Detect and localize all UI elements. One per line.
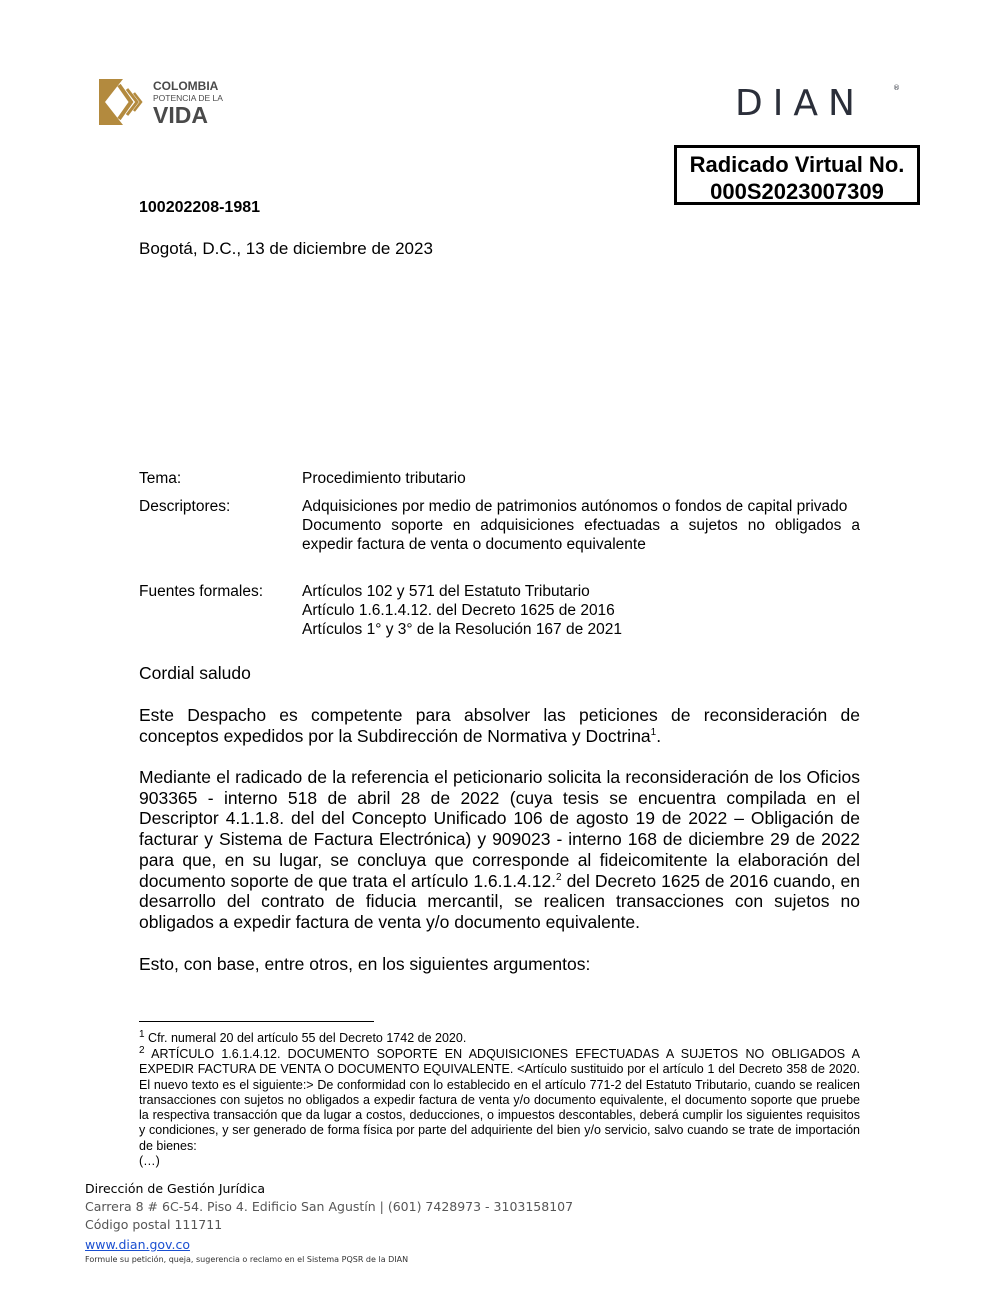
footnote-1 [139,1028,860,1046]
footnote-divider [139,1021,374,1022]
fuente-item: Artículos 1° y 3° de la Resolución 167 de 2021 [302,621,623,638]
radicado-label: Radicado Virtual No. [689,152,905,177]
footer-website-link[interactable]: www.dian.gov.co [85,1237,190,1252]
date-line: Bogotá, D.C., 13 de diciembre de 2023 [139,239,433,258]
footnote-text: ARTÍCULO 1.6.1.4.12. DOCUMENTO SOPORTE EN ADQUISICIONES EFECTUADAS A SUJETOS NO OBLIGADOS A EXPEDIR FACTURA DE VENTA O DOCUMENTO EQUIVALENTE. <Artículo sustituido por el artículo 1 del Decreto 358 de 2020. El nuevo texto es el siguiente:> De conformidad con lo establecido en el artículo 771-2 del Estatuto Tributario, cuando se realicen transacciones con sujetos no obligados a expedir factura de venta y/o documento equivalente, el documento soporte que pruebe la respectiva transacción que da lugar a costos, deducciones, o impuestos descontables, deberá cumplir los siguientes requisitos y condiciones, y ser generado de forma física por parte del adquiriente del bien y/o servicio, salvo cuando se trate de importación de bienes: [139,1047,860,1153]
tema-value [302,469,860,488]
paragraph-text: del Decreto 1625 de 2016 cuando, en desarrollo del contrato de fiducia mercantil, se realicen transacciones con sujetos no obligados a expedir factura de venta y/o documento equivalente. [139,870,860,932]
logo-line3: VIDA [153,102,208,127]
logo-line1: COLOMBIA [153,79,219,93]
tema-value-text: Procedimiento tributario [302,470,466,487]
paragraph-end: . [656,725,662,746]
paragraph-text: Este Despacho es competente para absolver las peticiones de reconsideración de conceptos expedidos por la Subdirección de Normativa y Doctrina [139,705,860,746]
footnote-ref: 2 [556,871,562,883]
tema-label: Tema: [139,470,182,487]
footnote-number: 2 [139,1044,145,1056]
fuente-item: Artículo 1.6.1.4.12. del Decreto 1625 de 2016 [302,602,615,619]
greeting: Cordial saludo [139,663,251,683]
paragraph-arguments: Esto, con base, entre otros, en los siguientes argumentos: [139,954,591,974]
fuentes-value [302,582,860,639]
dian-logo [735,82,905,122]
dian-logo-text: DIAN [735,83,865,122]
descriptor-item: Adquisiciones por medio de patrimonios autónomos o fondos de capital privado [302,498,848,515]
fuentes-label: Fuentes formales: [139,583,264,600]
footnote-2 [139,1044,860,1169]
radicado-number: 000S2023007309 [710,179,884,204]
logo-line2: POTENCIA DE LA [153,93,223,103]
footer-address: Carrera 8 # 6C-54. Piso 4. Edificio San Agustín | (601) 7428973 - 3103158107 [85,1199,574,1214]
colombia-potencia-de-la-vida-logo [97,77,232,127]
paragraph-competence [139,705,860,746]
footnote-ref: 1 [650,726,657,738]
radicado-box [674,145,920,205]
footer-title: Dirección de Gestión Jurídica [85,1181,265,1196]
page-footer [85,1180,573,1266]
paragraph-text: Mediante el radicado de la referencia el peticionario solicita la reconsideración de los Oficios 903365 - interno 518 de abril 28 de 2022 (cuya tesis se encuentra compilada en el Descriptor 4.1.1.8. del del Concepto Unificado 106 de agosto 19 de 2022 – Obligación de facturar y Sistema de Factura Electrónica) y 909023 - interno 168 de diciembre 29 de 2022 para que, en su lugar, se concluya que corresponde al fideicomitente la elaboración del documento soporte de que trata el artículo 1.6.1.4.12. [139,767,860,891]
footnote-number: 1 [139,1028,145,1040]
footer-note: Formule su petición, queja, sugerencia o reclamo en el Sistema PQSR de la DIAN [85,1255,409,1264]
fuente-item: Artículos 102 y 571 del Estatuto Tributario [302,583,590,600]
descriptor-item: Documento soporte en adquisiciones efectuadas a sujetos no obligados a expedir factura de venta o documento equivalente [302,517,860,553]
registered-mark: ® [893,84,900,92]
reference-number: 100202208-1981 [139,199,261,216]
paragraph-request [139,767,860,933]
footnote-ellipsis: (…) [139,1154,160,1169]
descriptores-value [302,497,860,554]
descriptores-label: Descriptores: [139,498,231,515]
footnote-text: Cfr. numeral 20 del artículo 55 del Decreto 1742 de 2020. [144,1031,467,1045]
footer-postal-code: Código postal 111711 [85,1217,223,1232]
